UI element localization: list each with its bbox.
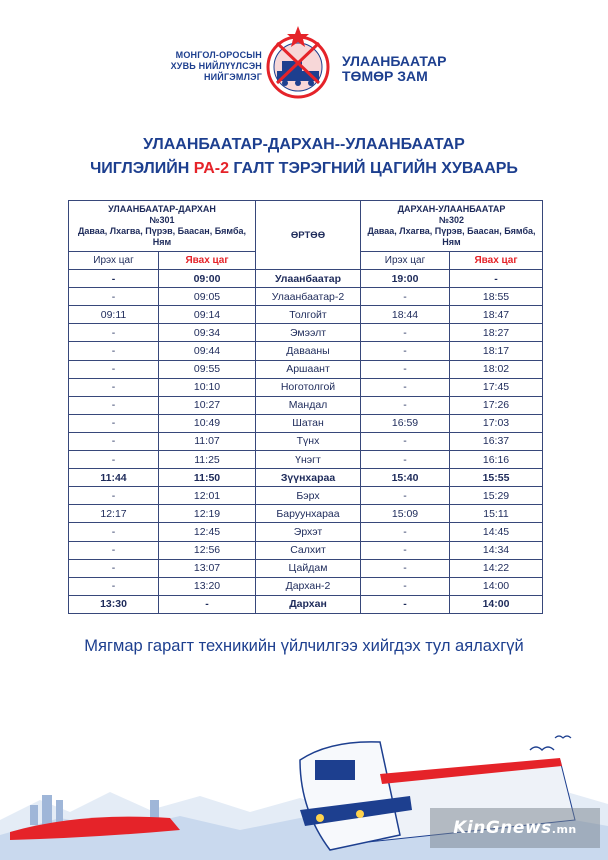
arrive-time-left: 11:44	[69, 469, 159, 487]
depart-time-left: 11:25	[159, 451, 256, 469]
depart-time-right: 15:29	[450, 487, 543, 505]
depart-time-left: 12:45	[159, 523, 256, 541]
arrive-time-left: -	[69, 577, 159, 595]
depart-time-left: 09:14	[159, 306, 256, 324]
station-name: Давааны	[256, 342, 361, 360]
arrive-header-right: Ирэх цаг	[361, 252, 450, 270]
depart-time-left: 12:01	[159, 487, 256, 505]
direction-header-left	[69, 201, 256, 252]
table-row	[69, 324, 543, 342]
depart-time-right: 14:45	[450, 523, 543, 541]
arrive-time-right: -	[361, 595, 450, 613]
arrive-time-left: -	[69, 270, 159, 288]
train-number-left: №301	[149, 215, 175, 225]
route-right: ДАРХАН-УЛААНБААТАР	[397, 204, 506, 214]
station-name: Бэрх	[256, 487, 361, 505]
depart-time-left: 10:10	[159, 378, 256, 396]
arrive-time-left: -	[69, 487, 159, 505]
arrive-time-left: -	[69, 324, 159, 342]
depart-time-left: 13:20	[159, 577, 256, 595]
org-line-1: МОНГОЛ-ОРОСЫН	[175, 50, 262, 60]
arrive-time-right: -	[361, 432, 450, 450]
direction-header-right	[361, 201, 543, 252]
title-line-2-pre: ЧИГЛЭЛИЙН	[90, 160, 194, 177]
arrive-time-left: -	[69, 541, 159, 559]
title-line-2	[0, 157, 608, 181]
days-right: Даваа, Лхагва, Пүрэв, Баасан, Бямба, Ням	[367, 226, 536, 247]
arrive-time-left: -	[69, 378, 159, 396]
depart-time-right: 15:11	[450, 505, 543, 523]
org-name-right	[342, 54, 447, 84]
depart-time-left: 09:00	[159, 270, 256, 288]
station-name: Ноготолгой	[256, 378, 361, 396]
arrive-time-left: -	[69, 360, 159, 378]
station-name: Салхит	[256, 541, 361, 559]
depart-time-left: 09:55	[159, 360, 256, 378]
table-row	[69, 505, 543, 523]
org-line-2: ХУВЬ НИЙЛҮҮЛСЭН	[170, 61, 262, 71]
arrive-time-left: -	[69, 414, 159, 432]
station-name: Мандал	[256, 396, 361, 414]
depart-time-left: 12:56	[159, 541, 256, 559]
depart-time-right: 16:37	[450, 432, 543, 450]
watermark	[430, 808, 600, 848]
depart-time-left: 10:49	[159, 414, 256, 432]
arrive-time-right: -	[361, 288, 450, 306]
depart-time-right: 14:00	[450, 595, 543, 613]
station-name: Дархан-2	[256, 577, 361, 595]
table-row	[69, 432, 543, 450]
depart-time-left: 09:44	[159, 342, 256, 360]
table-row	[69, 469, 543, 487]
station-name: Баруунхараа	[256, 505, 361, 523]
station-name: Аршаант	[256, 360, 361, 378]
arrive-time-left: -	[69, 432, 159, 450]
schedule-table	[68, 200, 543, 614]
arrive-time-left: -	[69, 342, 159, 360]
arrive-time-right: -	[361, 451, 450, 469]
arrive-time-left: -	[69, 451, 159, 469]
arrive-time-right: -	[361, 559, 450, 577]
arrive-time-left: -	[69, 396, 159, 414]
arrive-time-right: -	[361, 541, 450, 559]
depart-time-left: 11:50	[159, 469, 256, 487]
depart-time-right: 16:16	[450, 451, 543, 469]
station-name: Толгойт	[256, 306, 361, 324]
arrive-time-right: -	[361, 342, 450, 360]
arrive-time-right: 18:44	[361, 306, 450, 324]
arrive-time-right: -	[361, 523, 450, 541]
table-row	[69, 577, 543, 595]
org-right-line-2: ТӨМӨР ЗАМ	[342, 68, 428, 84]
table-row	[69, 360, 543, 378]
depart-time-left: 11:07	[159, 432, 256, 450]
arrive-time-left: 12:17	[69, 505, 159, 523]
header	[0, 20, 608, 110]
arrive-time-right: 16:59	[361, 414, 450, 432]
table-row	[69, 523, 543, 541]
title-line-1: УЛААНБААТАР-ДАРХАН--УЛААНБААТАР	[143, 136, 465, 153]
table-row	[69, 288, 543, 306]
arrive-time-right: 19:00	[361, 270, 450, 288]
station-header: ӨРТӨӨ	[256, 201, 361, 270]
arrive-time-right: -	[361, 324, 450, 342]
arrive-time-right: -	[361, 396, 450, 414]
notice-text: Мягмар гарагт техникийн үйлчилгээ хийгдэх тул аялахгүй	[84, 637, 524, 655]
depart-time-left: 13:07	[159, 559, 256, 577]
train-code: PA-2	[193, 160, 229, 177]
depart-time-right: 14:34	[450, 541, 543, 559]
station-name: Эмээлт	[256, 324, 361, 342]
arrive-time-left: -	[69, 288, 159, 306]
depart-time-right: 18:17	[450, 342, 543, 360]
depart-time-right: 14:22	[450, 559, 543, 577]
depart-time-left: 09:05	[159, 288, 256, 306]
title-line-2-post: ГАЛТ ТЭРЭГНИЙ ЦАГИЙН ХУВААРЬ	[228, 160, 518, 177]
depart-time-left: 09:34	[159, 324, 256, 342]
arrive-time-left: -	[69, 559, 159, 577]
arrive-time-right: -	[361, 487, 450, 505]
station-name: Зүүнхараа	[256, 469, 361, 487]
depart-time-right: -	[450, 270, 543, 288]
table-row	[69, 270, 543, 288]
arrive-time-left: 13:30	[69, 595, 159, 613]
depart-header-right: Явах цаг	[450, 252, 543, 270]
table-row	[69, 342, 543, 360]
watermark-suffix: .mn	[551, 823, 577, 836]
station-name: Шатан	[256, 414, 361, 432]
arrive-time-right: -	[361, 360, 450, 378]
depart-time-right: 17:45	[450, 378, 543, 396]
table-row	[69, 396, 543, 414]
table-row	[69, 559, 543, 577]
table-row	[69, 541, 543, 559]
arrive-time-right: 15:40	[361, 469, 450, 487]
watermark-main: KinGnews	[453, 818, 552, 838]
arrive-time-left: -	[69, 523, 159, 541]
arrive-header-left: Ирэх цаг	[69, 252, 159, 270]
depart-time-right: 17:26	[450, 396, 543, 414]
station-name: Улаанбаатар	[256, 270, 361, 288]
table-row	[69, 451, 543, 469]
depart-header-left: Явах цаг	[159, 252, 256, 270]
train-number-right: №302	[438, 215, 465, 225]
station-name: Дархан	[256, 595, 361, 613]
depart-time-right: 17:03	[450, 414, 543, 432]
depart-time-right: 14:00	[450, 577, 543, 595]
railway-emblem-icon	[263, 23, 333, 103]
station-name: Цайдам	[256, 559, 361, 577]
table-row	[69, 487, 543, 505]
depart-time-right: 15:55	[450, 469, 543, 487]
arrive-time-left: 09:11	[69, 306, 159, 324]
arrive-time-right: -	[361, 577, 450, 595]
depart-time-right: 18:47	[450, 306, 543, 324]
station-name: Эрхэт	[256, 523, 361, 541]
page-title	[0, 133, 608, 181]
arrive-time-right: -	[361, 378, 450, 396]
route-left: УЛААНБААТАР-ДАРХАН	[108, 204, 216, 214]
depart-time-left: 12:19	[159, 505, 256, 523]
depart-time-left: -	[159, 595, 256, 613]
org-line-3: НИЙГЭМЛЭГ	[203, 72, 262, 82]
table-row	[69, 378, 543, 396]
station-name: Үнэгт	[256, 451, 361, 469]
org-name-left	[150, 50, 262, 83]
depart-time-right: 18:02	[450, 360, 543, 378]
station-name: Түнх	[256, 432, 361, 450]
table-row	[69, 414, 543, 432]
arrive-time-right: 15:09	[361, 505, 450, 523]
schedule-body	[69, 270, 543, 614]
depart-time-right: 18:27	[450, 324, 543, 342]
depart-time-left: 10:27	[159, 396, 256, 414]
station-name: Улаанбаатар-2	[256, 288, 361, 306]
org-right-line-1: УЛААНБААТАР	[342, 53, 447, 69]
days-left: Даваа, Лхагва, Пүрэв, Баасан, Бямба, Ням	[77, 226, 247, 247]
depart-time-right: 18:55	[450, 288, 543, 306]
table-row	[69, 595, 543, 613]
table-row	[69, 306, 543, 324]
